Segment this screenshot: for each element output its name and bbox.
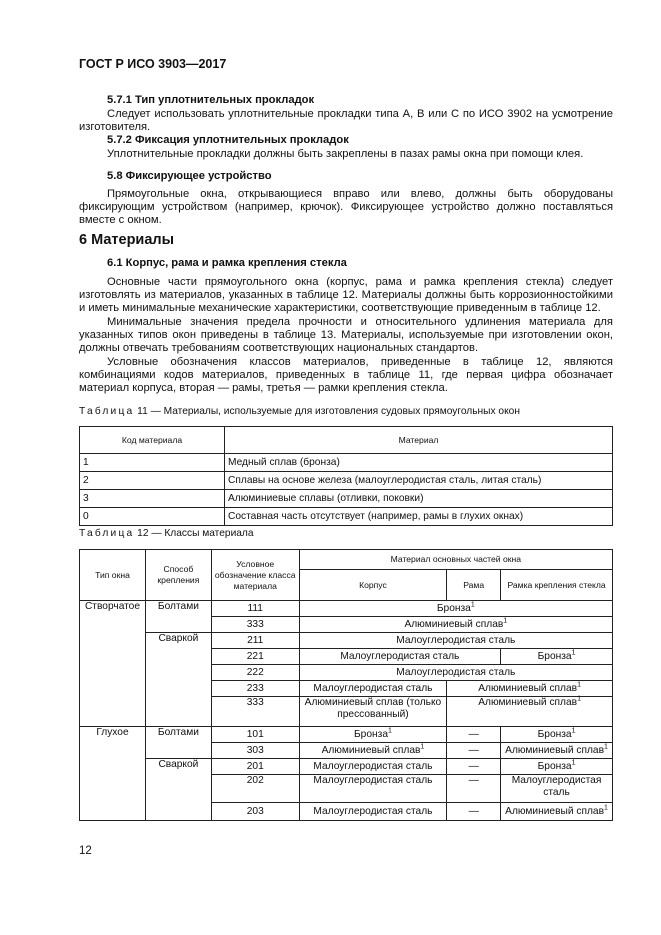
table-cell-class: 233 [211, 681, 299, 697]
cell-text: Бронза [537, 650, 572, 662]
table-cell-class: 203 [211, 803, 299, 821]
cell-text: Алюминиевый сплав [404, 618, 504, 630]
table-cell: Сплавы на основе железа (малоуглеродистая сталь, литая сталь) [225, 472, 613, 490]
section-6-1-para-2: Минимальные значения предела прочности и относительного удлинения материала для указанных типов окон приведены в таблице 13. Материалы, используемые при изготовлении окон, должны отвечать требованиям соответствующих национальных стандартов. [79, 316, 613, 355]
table-cell-glass [501, 727, 613, 743]
section-6-1-para-1: Основные части прямоугольного окна (корпус, рама и рамка крепления стекла) следует изготовлять из материалов, указанных в таблице 12. Материалы должны быть коррозионностойкими и иметь минимальные механические характеристики, соответствующие приведенным в таблице 12. [79, 276, 613, 315]
table-cell-class: 211 [211, 633, 299, 649]
table-cell-material: Малоуглеродистая сталь [299, 633, 612, 649]
section-5-7-2-text: Уплотнительные прокладки должны быть закреплены в пазах рамы окна при помощи клея. [107, 148, 584, 160]
footnote-mark: 1 [420, 743, 425, 751]
table-cell-body: Малоуглеродистая сталь [299, 681, 447, 697]
cell-text: Алюминиевый сплав [478, 697, 578, 708]
table-12-caption-word: Таблица [79, 528, 135, 539]
table-cell: Медный сплав (бронза) [225, 454, 613, 472]
table-cell-class: 202 [211, 775, 299, 803]
section-5-7-2-title: 5.7.2 Фиксация уплотнительных прокладок [107, 134, 349, 146]
table-cell-frame: — [447, 775, 501, 803]
footnote-mark: 1 [604, 743, 608, 751]
table-12-header-group: Материал основных частей окна [299, 550, 612, 570]
table-cell-frame: — [447, 803, 501, 821]
table-cell-material [299, 601, 612, 617]
table-12-header-body: Корпус [299, 570, 447, 601]
table-cell-body: Алюминиевый сплав (только прессованный) [299, 697, 447, 727]
table-cell-body: Малоуглеродистая сталь [299, 649, 500, 665]
table-cell: 0 [80, 508, 225, 526]
table-cell-material: Малоуглеродистая сталь [299, 665, 612, 681]
table-row [80, 508, 613, 526]
table-row [80, 601, 613, 617]
cell-text: Бронза [537, 760, 572, 772]
cell-text: Алюминиевый сплав [505, 744, 604, 756]
section-6-title: 6 Материалы [79, 232, 175, 248]
cell-text: Алюминиевый сплав [505, 805, 604, 817]
table-cell-frame-glass [447, 697, 613, 727]
table-cell: 2 [80, 472, 225, 490]
footnote-mark: 1 [571, 649, 576, 657]
section-5-7-1-title: 5.7.1 Тип уплотнительных прокладок [107, 94, 315, 106]
table-12-header-frame: Рама [447, 570, 501, 601]
table-cell-class: 333 [211, 697, 299, 727]
table-11 [79, 426, 613, 526]
table-11-header-code: Код материала [80, 427, 225, 454]
cell-text: Бронза [436, 602, 471, 614]
table-cell-frame: — [447, 743, 501, 759]
table-cell-glass [501, 743, 613, 759]
table-12-header-type: Тип окна [80, 550, 146, 601]
table-12-caption [79, 528, 254, 539]
cell-text: Бронза [537, 728, 572, 740]
page-number: 12 [79, 845, 92, 857]
table-cell-method: Сваркой [145, 759, 211, 821]
section-5-8-title: 5.8 Фиксирующее устройство [107, 170, 272, 182]
section-6-1-title: 6.1 Корпус, рама и рамка крепления стекла [107, 257, 347, 269]
table-cell: 1 [80, 454, 225, 472]
table-cell-body [299, 743, 447, 759]
document-header: ГОСТ Р ИСО 3903—2017 [79, 57, 227, 71]
table-cell-method: Болтами [145, 727, 211, 759]
table-cell-frame: — [447, 759, 501, 775]
table-cell-method: Болтами [145, 601, 211, 633]
table-cell-body: Малоуглеродистая сталь [299, 759, 447, 775]
section-6-1-para-3: Условные обозначения классов материалов, приведенные в таблице 12, являются комбинациями кодов материалов, приведенных в таблице 11, где первая цифра обозначает материал корпуса, вторая — рамы, третья — рамки крепления стекла. [79, 356, 613, 395]
table-row [80, 633, 613, 649]
table-cell-class: 221 [211, 649, 299, 665]
table-cell-glass: Малоуглеродистая сталь [501, 775, 613, 803]
footnote-mark: 1 [604, 804, 608, 812]
table-cell: 3 [80, 490, 225, 508]
table-cell-class: 111 [211, 601, 299, 617]
footnote-mark: 1 [571, 727, 576, 735]
table-cell-class: 333 [211, 617, 299, 633]
footnote-mark: 1 [470, 601, 475, 609]
table-cell-material [299, 617, 612, 633]
table-cell: Алюминиевые сплавы (отливки, поковки) [225, 490, 613, 508]
cell-text: Бронза [354, 728, 388, 740]
table-cell-class: 101 [211, 727, 299, 743]
table-row [80, 454, 613, 472]
table-12-caption-text: 12 — Классы материала [134, 528, 254, 539]
footnote-mark: 1 [503, 617, 508, 625]
table-row [80, 490, 613, 508]
cell-text: Алюминиевый сплав [478, 682, 578, 694]
footnote-mark: 1 [387, 727, 392, 735]
section-5-8-text: Прямоугольные окна, открывающиеся вправо или влево, должны быть оборудованы фиксирующим устройством (например, крючок). Фиксирующее устройство должно поставляться вместе с окном. [79, 188, 613, 227]
section-5-7-1-text: Следует использовать уплотнительные прокладки типа А, В или С по ИСО 3902 на усмотрение изготовителя. [79, 108, 613, 134]
table-11-caption-word: Таблица [79, 406, 135, 417]
table-cell-glass [501, 803, 613, 821]
table-cell-type: Створчатое [80, 601, 146, 727]
table-cell-class: 303 [211, 743, 299, 759]
table-cell-glass [501, 759, 613, 775]
table-cell-frame: — [447, 727, 501, 743]
table-cell-body [299, 727, 447, 743]
table-cell-frame-glass [447, 681, 613, 697]
table-cell-glass [501, 649, 613, 665]
table-cell-type: Глухое [80, 727, 146, 821]
footnote-mark: 1 [571, 759, 576, 767]
table-cell-body: Малоуглеродистая сталь [299, 803, 447, 821]
table-12-header-method: Способ крепления [145, 550, 211, 601]
table-12 [79, 549, 613, 821]
footnote-mark: 1 [577, 681, 581, 689]
table-cell-class: 201 [211, 759, 299, 775]
table-11-caption [79, 406, 520, 417]
table-cell-body: Малоуглеродистая сталь [299, 775, 447, 803]
table-row [80, 727, 613, 743]
cell-text: Алюминиевый сплав [321, 744, 421, 756]
table-11-caption-text: 11 — Материалы, используемые для изготовления судовых прямоугольных окон [134, 406, 520, 417]
table-12-header-glass: Рамка крепления стекла [501, 570, 613, 601]
table-cell: Составная часть отсутствует (например, рамы в глухих окнах) [225, 508, 613, 526]
table-row [80, 759, 613, 775]
table-12-header-class: Условное обозначение класса материала [211, 550, 299, 601]
table-cell-method: Сваркой [145, 633, 211, 727]
table-cell-class: 222 [211, 665, 299, 681]
table-11-header-material: Материал [225, 427, 613, 454]
table-row [80, 472, 613, 490]
footnote-mark: 1 [577, 695, 581, 703]
